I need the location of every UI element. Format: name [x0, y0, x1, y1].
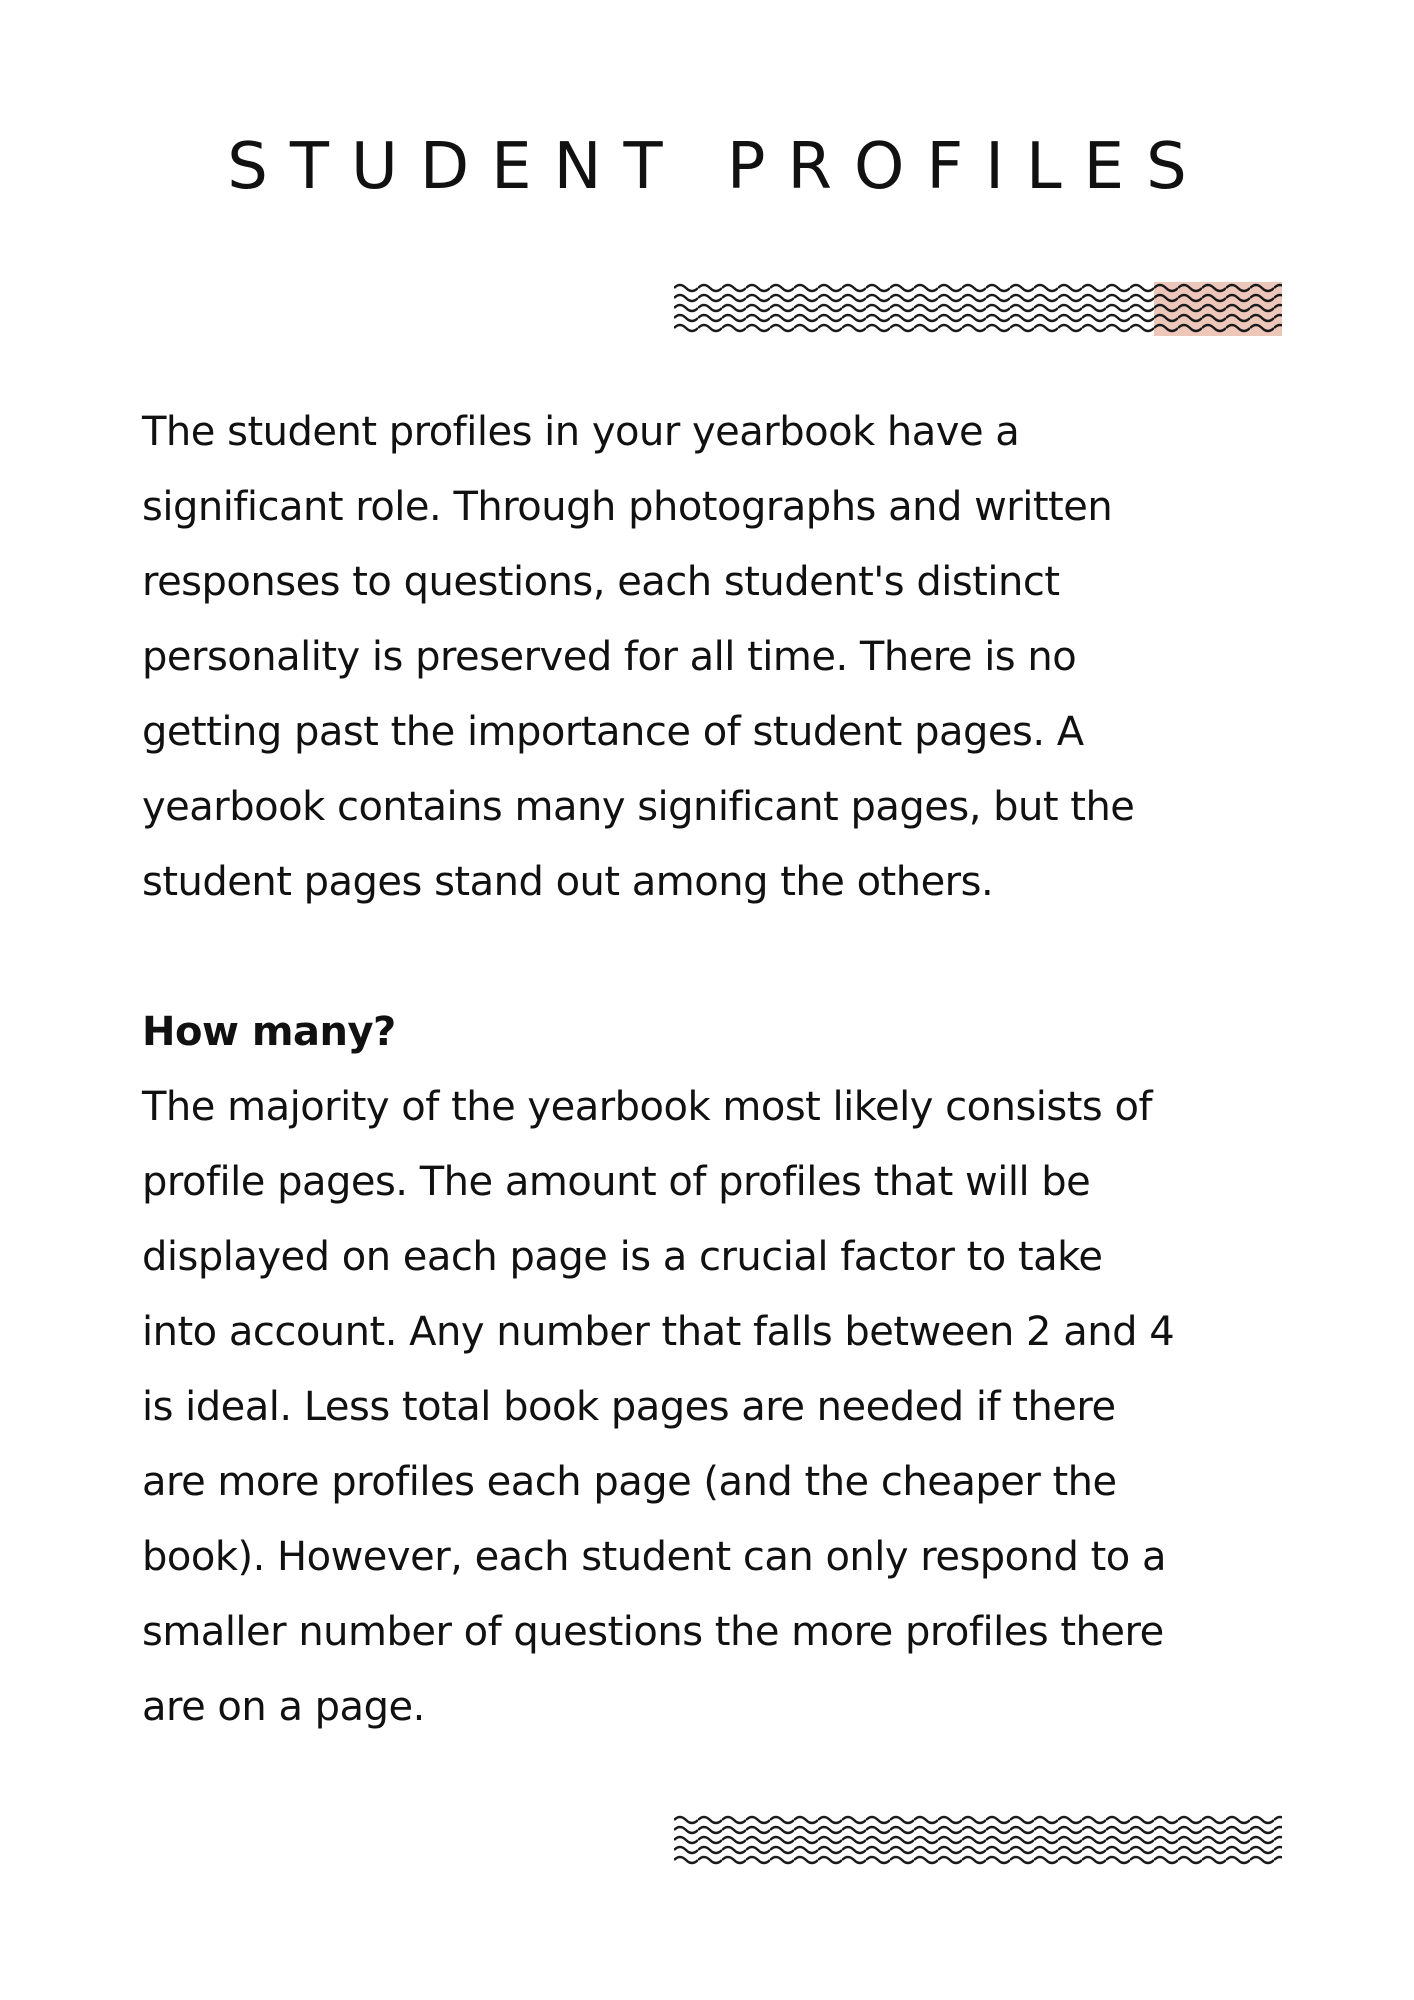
main-content — [142, 395, 1302, 1745]
section-heading: How many? — [142, 1009, 396, 1055]
page-title: STUDENT PROFILES — [227, 130, 1209, 204]
wave-pattern-icon — [674, 1814, 1282, 1868]
intro-paragraph: The student profiles in your yearbook have a significant role. Through photographs and written responses to questions, each student's distinct personality is preserved for all time. There is no getting past the importance of student pages. A yearbook contains many significant pages, but the student pages stand out among the others. — [142, 409, 1135, 905]
section-paragraph: The majority of the yearbook most likely consists of profile pages. The amount of profiles that will be displayed on each page is a crucial factor to take into account. Any number that falls between 2 and 4 is ideal. Less total book pages are needed if there are more profiles each page (and the cheaper the book). However, each student can only respond to a smaller number of questions the more profiles there are on a page. — [142, 1084, 1175, 1730]
wave-pattern-icon — [674, 282, 1282, 336]
